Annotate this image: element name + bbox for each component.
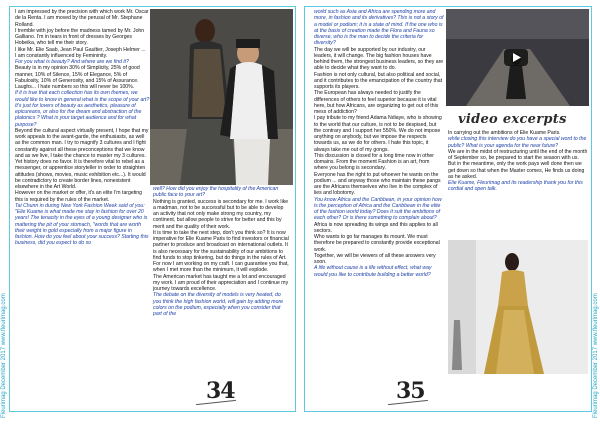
interview-question: Elie Kuame, Fleurimag and its readership thank you for this cordial and open talk. [448, 180, 583, 193]
couple-illustration [150, 9, 293, 185]
interview-answer: In carrying out the ambitions of Elie Kuame Paris. [448, 130, 561, 136]
interview-question: The debate on the diversity of models is very heated, do you think the high fashion world, will gain by adding more colors on the podium, especially when you consider that part of the [153, 292, 284, 317]
column-4 [448, 130, 588, 193]
interview-answer: I am impressed by the precision with which work Mr. Oscar de la Renta. I am moved by the perusal of Mr. Stephane Rolland. [15, 9, 149, 28]
runway-video-frame [446, 9, 589, 106]
interview-answer: Laughs... I hate numbers so this will never be 100%. [15, 84, 135, 90]
column-3 [314, 9, 444, 278]
play-button-icon[interactable] [504, 49, 528, 66]
page-number-right: 35 [396, 378, 425, 404]
interview-answer: This discussion is closed for a long time now in other domains. From the moment Fashion is an art, from where you belong is secondary. [314, 152, 435, 172]
interview-question: while closing this interview do you have a special word to the public? What is your agenda for the near future? [448, 136, 587, 149]
interview-answer: For now I am working on my craft. I can guarantee you that, when I met more than the minimum, it will explode. [153, 261, 289, 274]
interview-answer: I like Mr. Elie Saab, Jean Paul Gaultier, Joseph Helmer ... [15, 46, 146, 53]
column-1 [15, 9, 150, 247]
interview-answer: The European has always needed to justify the differences of others to feel superior because it is vital here, but how Africans, are organizing to get out of this mess of addiction? [314, 90, 439, 115]
left-sidebar-credit: Fleurimag December 2017 www.fleurimag.com [1, 293, 7, 418]
interview-question: Tai Chunn in during New York Fashion Week said of you: "Elie Kuame is what made me stay in fashion for over 20 years! The tenacity in the eyes of a young designer who is mattering the pit of your stomach, "words that are worth their weight in gold especially from a major figure in fashion. How do you feel about your success? Starting this business, did you expect to do so [15, 202, 149, 247]
interview-answer: The American market has taught me a lot and encouraged my work. I am proud of their appreciation and I continue my journey towards excellence. [153, 273, 289, 292]
interview-answer: I tremble with joy before the madness tamed by Mr. John Galliano. I'm in tears in front of dresses by Georges Hobeika, who tell me their story. [15, 27, 145, 47]
interview-answer: Together, we will be viewers of all these answers very soon. [314, 252, 436, 265]
right-sidebar-credit: Fleurimag December 2017 www.fleurimag.com [593, 293, 599, 418]
couple-photo [150, 9, 293, 185]
interview-answer: Africa is now spreading its wings and this applies to all sectors. [314, 221, 438, 234]
interview-answer: We are in the midst of restructuring until the end of the month of September so, be prepared to start the season with us. But in the meantime, only the work pays well done then we get down so that when the Master comes, He finds us doing as he asked. [448, 148, 588, 180]
interview-answer: Beauty is in my opinion 30% of Simplicity, 25% of good manner, 10% of Silence, 15% of Elegance, 5% of Fabulosity, 10% of Generosity, and 15% of Assurance. [15, 65, 140, 84]
interview-question: If it is true that each collection has its own themes, we would like to know in general what is the scope of your art? It's just for lovers of beauty as aesthetics, pleasure of epicureans, or also for the dream and abstraction of the platonics ? What is your target audience and for what purpose? [15, 90, 150, 128]
interview-answer: However on the market or offer, it's an elite I'm targeting this is required by the rules of the market. [15, 190, 143, 203]
column-2 [153, 186, 290, 317]
video-player[interactable] [446, 9, 589, 106]
video-excerpts-heading: video excerpts [458, 112, 567, 127]
interview-question: You know Africa and the Caribbean, in your opinion how is the perception of Africa and the Caribbean in the elite of the fashion world today? Does it suit the ambitions of each other? Or is there something to complain about? [314, 196, 442, 222]
interview-question: well? How did you enjoy the hospitality of the American public face to your art? [153, 186, 279, 199]
interview-answer: Who wants to go far manages its mount. We must therefore be prepared to constantly provide exceptional work. [314, 234, 440, 253]
interview-answer: Everyone has the right to put whoever he wants on the podium ... and anyway those who maintain these pangs are the Africans themselves who live in the complex of lies and lobotomy. [314, 171, 441, 197]
interview-answer: Nothing is granted, success is secondary for me. I work like a madman, not to be successful but to be able to develop an activity that not only make strong my country, my continent, but allow people to strive for better and this by merit and the quality of their work. [153, 198, 289, 230]
interview-answer: I pay tribute to my friend Adama Ndiaye, who is showing to the world that our culture, is not to be despised, but the contrary and I support her 550%. We do not impose anything on anybody, but we impose the respects towards us, as we do for others. I hate this topic, it always take me out of my gongs. [314, 115, 442, 153]
runway-photo [448, 240, 588, 374]
interview-answer: The day we will be supported by our industry, our leaders, it will change. The big fashion houses have behind them, the strongest business leaders, so they are able to decide what they want to do. [314, 46, 444, 72]
interview-question: For you what is beauty? And where are we find it? [15, 59, 129, 65]
page-number-left: 34 [206, 378, 235, 404]
interview-answer: It is time to take the next step, don't you think so? It is now imperative for Elie Kuame Paris to find investors or financial partner to produce and broadcast on international outlets. It is also necessary for the sustainability of our ambitions to find funds to stop tinkering, but do things in the rules of Art. [153, 229, 289, 261]
interview-answer: I am constantly influenced by Femininity. [15, 52, 108, 59]
interview-answer: Fashion is not only cultural, but also political and social, and it contributes to the emancipation of the country that supports its players. [314, 71, 443, 90]
runway-illustration [448, 240, 588, 374]
interview-answer: Beyond the cultural aspect virtually present, I hope that my work appeals to the avant-garde, the enthusiasts, as well as the common man. I try to magnify 3 cultures and I fight constantly against all these preconceptions that we know and as we live, I take the chance to master my 3 cultures. Yet history does no favor. It is therefore vital to rebel as a messenger, or apprentice storyteller in order to straighten attitudes (shows, movies, music exhibition etc...). It would be contradictory to create border lines, nonexistent elsewhere in the Art World. [15, 127, 149, 190]
interview-question: world such as Asia and Africa are spending more and more, in fashion and its derivatives? This is not a story of a model or podium; it is a state of mind. If the one who is at the basis of creation made the Flora and Fauna so diverse, who is the man to decide the criteria for diversity? [314, 9, 444, 47]
interview-question: A life without cause is a life without effect, what way would you like to contribute building a better world? [314, 265, 432, 278]
